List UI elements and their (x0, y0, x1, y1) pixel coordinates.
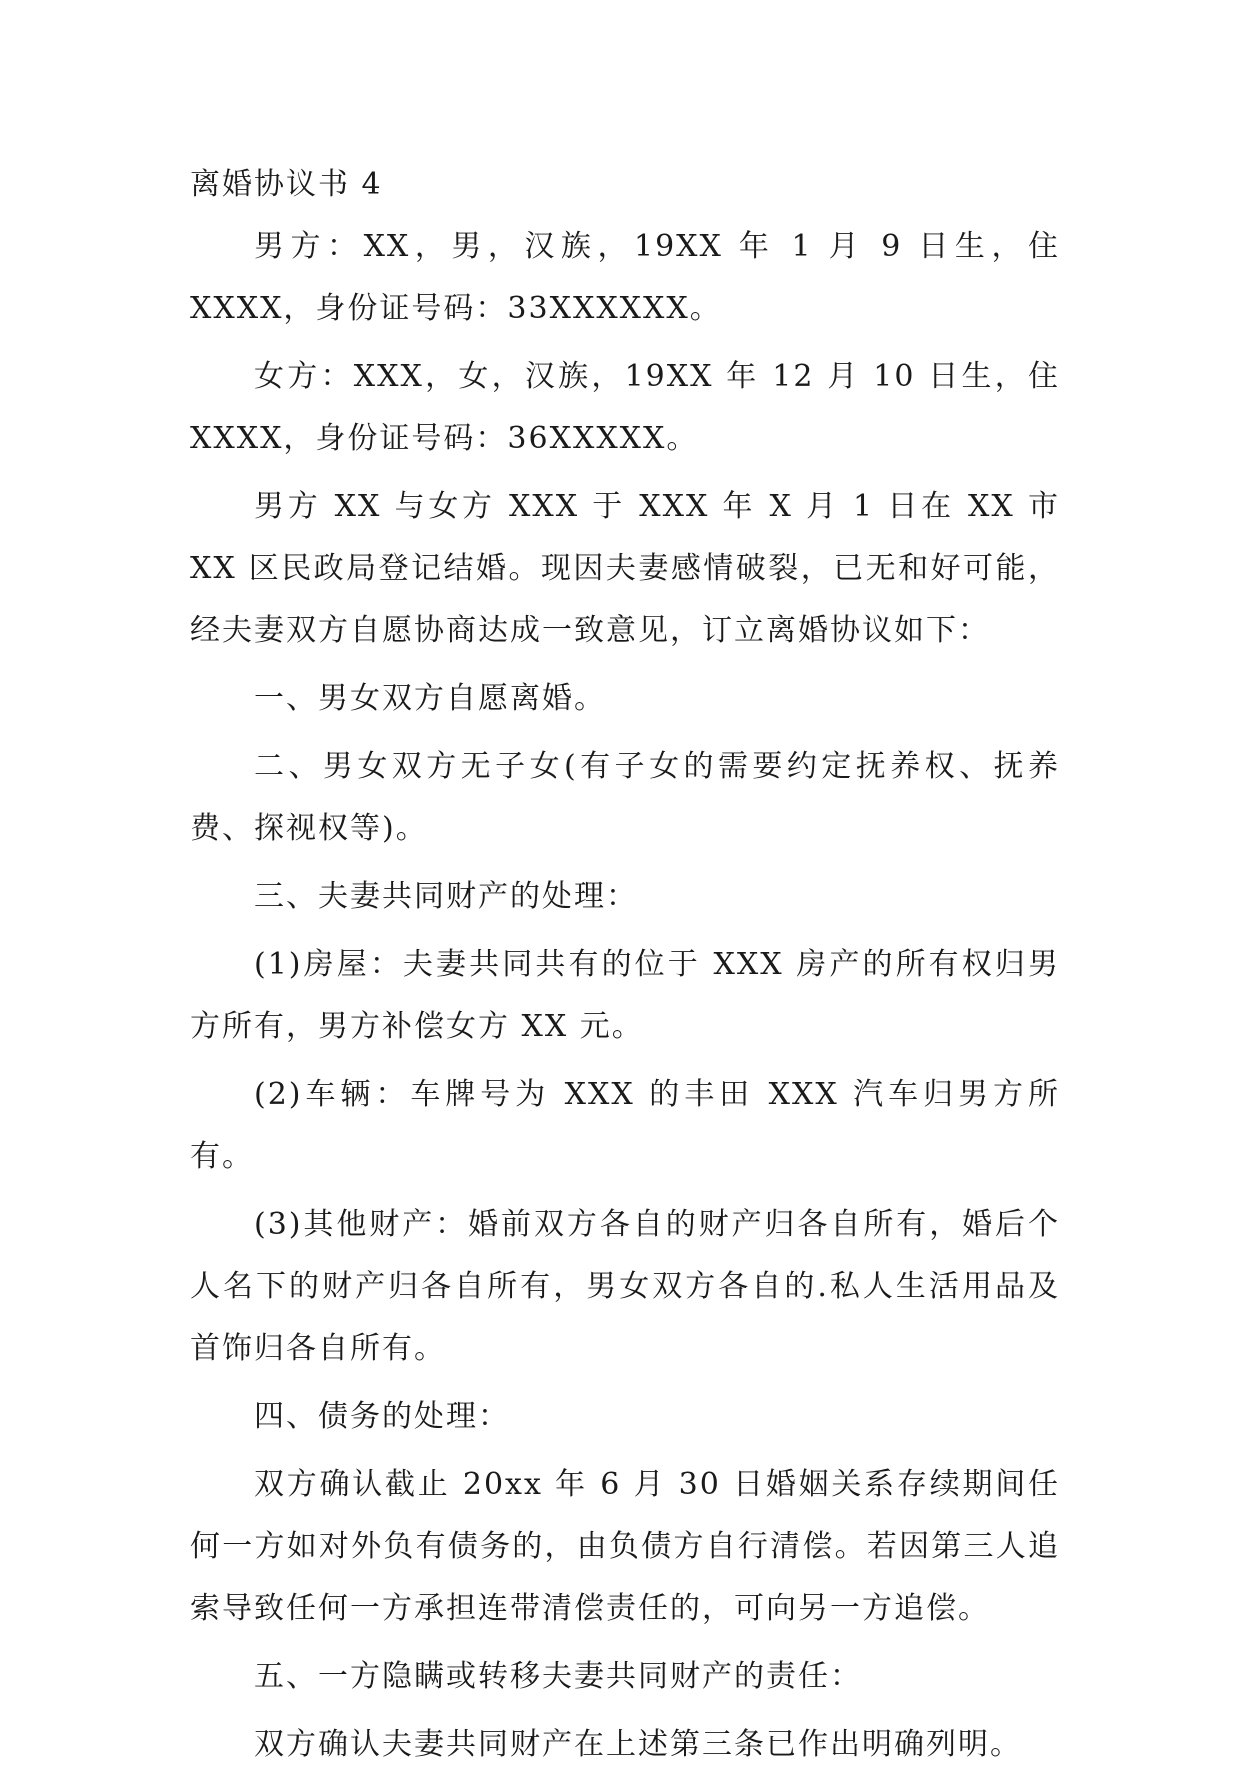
paragraph-marriage-background: 男方 XX 与女方 XXX 于 XXX 年 X 月 1 日在 XX 市 XX 区民政局登记结婚。现因夫妻感情破裂，已无和好可能，经夫妻双方自愿协商达成一致意见，订立离婚协议如下： (190, 489, 1060, 648)
paragraph-clause-2: 二、男女双方无子女(有子女的需要约定抚养权、抚养费、探视权等)。 (190, 749, 1060, 846)
paragraph-clause-3-heading: 三、夫妻共同财产的处理： (254, 879, 638, 914)
paragraph-clause-3-other-property: (3)其他财产：婚前双方各自的财产归各自所有，婚后个人名下的财产归各自所有，男女双方各自的.私人生活用品及首饰归各自所有。 (190, 1207, 1060, 1366)
document-title: 离婚协议书 4 (190, 167, 383, 202)
paragraph-clause-4-debts: 双方确认截止 20xx 年 6 月 30 日婚姻关系存续期间任何一方如对外负有债务的，由负债方自行清偿。若因第三人追索导致任何一方承担连带清偿责任的，可向另一方追偿。 (190, 1467, 1060, 1626)
paragraph-clause-3-vehicle: (2)车辆：车牌号为 XXX 的丰田 XXX 汽车归男方所有。 (190, 1077, 1060, 1174)
paragraph-clause-4-heading: 四、债务的处理： (254, 1399, 510, 1434)
paragraph-male-party: 男方：XX，男，汉族，19XX 年 1 月 9 日生，住 XXXX，身份证号码：33XXXXXX。 (190, 229, 1060, 326)
paragraph-female-party: 女方：XXX，女，汉族，19XX 年 12 月 10 日生，住 XXXX，身份证号码：36XXXXX。 (190, 359, 1060, 456)
paragraph-clause-1: 一、男女双方自愿离婚。 (254, 681, 606, 716)
paragraph-clause-5-heading: 五、一方隐瞒或转移夫妻共同财产的责任： (254, 1659, 862, 1694)
document-page (190, 160, 1060, 1782)
paragraph-clause-3-house: (1)房屋：夫妻共同共有的位于 XXX 房产的所有权归男方所有，男方补偿女方 XX 元。 (190, 947, 1060, 1044)
paragraph-clause-5-body: 双方确认夫妻共同财产在上述第三条已作出明确列明。 (254, 1727, 1022, 1762)
